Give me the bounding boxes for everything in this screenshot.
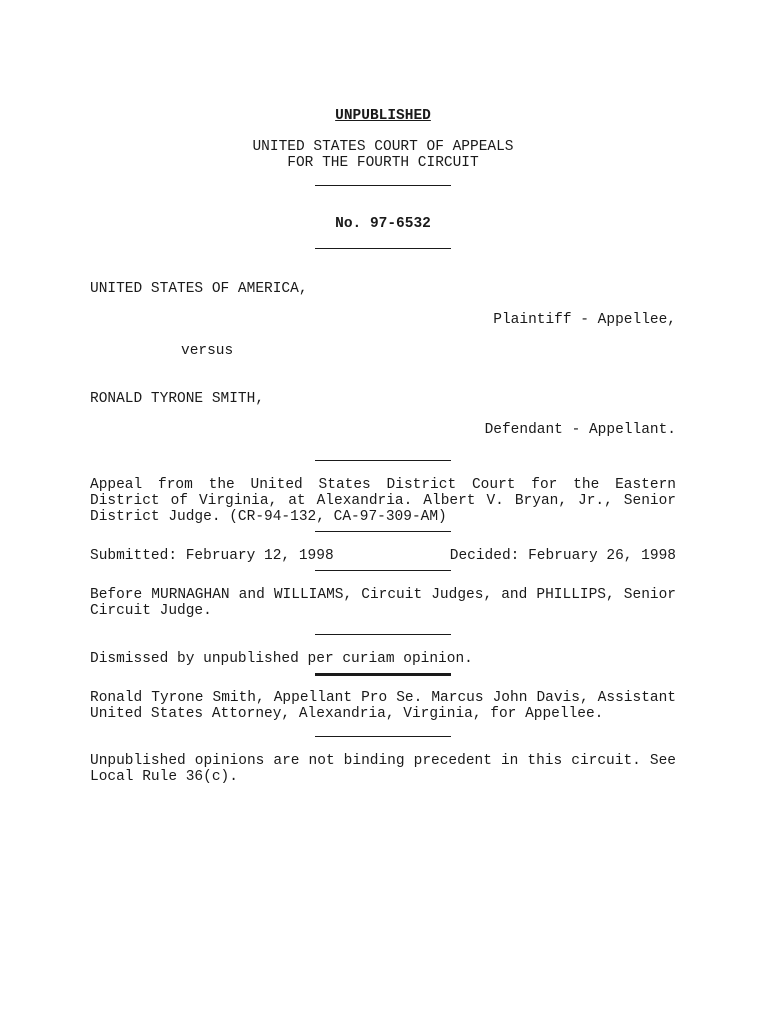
defendant-name: RONALD TYRONE SMITH, bbox=[90, 391, 265, 407]
plaintiff-name: UNITED STATES OF AMERICA, bbox=[90, 281, 308, 297]
case-number: No. 97-6532 bbox=[335, 216, 431, 232]
panel-paragraph: Before MURNAGHAN and WILLIAMS, Circuit Judges, and PHILLIPS, Senior Circuit Judge. bbox=[90, 587, 676, 619]
counsel-paragraph: Ronald Tyrone Smith, Appellant Pro Se. Marcus John Davis, Assistant United States Attorney, Alexandria, Virginia, for Appellee. bbox=[90, 690, 676, 722]
court-name-line2: FOR THE FOURTH CIRCUIT bbox=[287, 155, 479, 171]
defendant-role: Defendant - Appellant. bbox=[484, 422, 676, 438]
opinion-page bbox=[90, 108, 676, 785]
disposition-line: Dismissed by unpublished per curiam opinion. bbox=[90, 651, 473, 667]
unpublished-label: UNPUBLISHED bbox=[335, 108, 431, 124]
dates-row bbox=[90, 548, 676, 564]
decided-date: Decided: February 26, 1998 bbox=[449, 548, 676, 564]
plaintiff-role: Plaintiff - Appellee, bbox=[493, 312, 676, 328]
appeal-paragraph: Appeal from the United States District Court for the Eastern District of Virginia, at Alexandria. Albert V. Bryan, Jr., Senior District Judge. (CR-94-132, CA-97-309-AM) bbox=[90, 477, 676, 525]
precedent-notice: Unpublished opinions are not binding precedent in this circuit. See Local Rule 36(c). bbox=[90, 753, 676, 785]
court-name-line1: UNITED STATES COURT OF APPEALS bbox=[252, 139, 514, 155]
submitted-date: Submitted: February 12, 1998 bbox=[90, 548, 334, 564]
versus-label: versus bbox=[181, 343, 234, 359]
